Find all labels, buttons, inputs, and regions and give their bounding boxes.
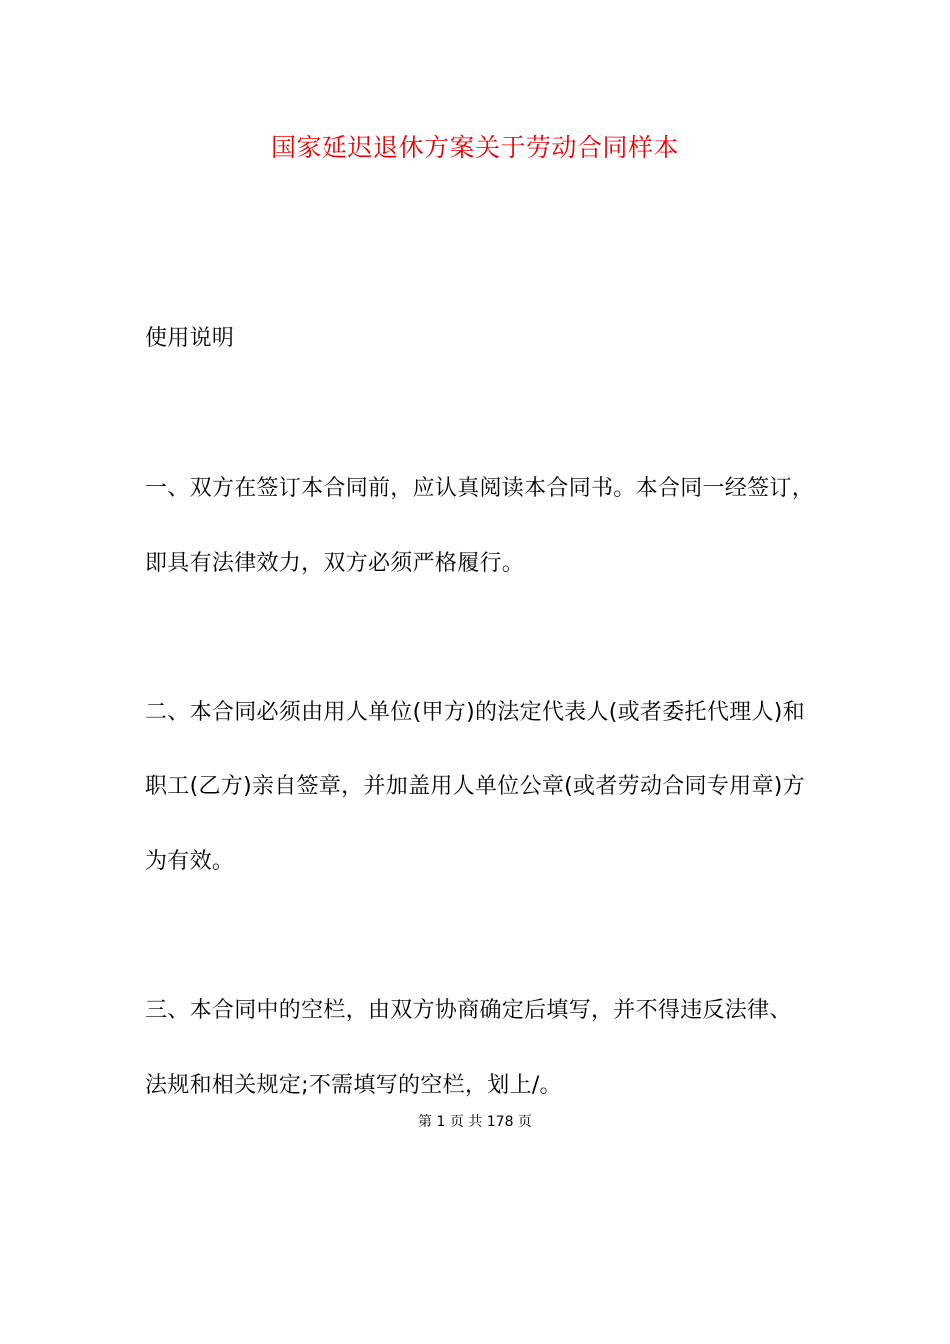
section-heading: 使用说明: [145, 326, 235, 351]
paragraph-1-line-2: 即具有法律效力，双方必须严格履行。: [145, 551, 525, 576]
page-number: 第 1 页 共 178 页: [418, 1114, 532, 1130]
paragraph-3-line-2: 法规和相关规定;不需填写的空栏，划上/。: [145, 1073, 562, 1098]
paragraph-1-line-1: 一、双方在签订本合同前，应认真阅读本合同书。本合同一经签订，: [145, 476, 815, 501]
document-title: 国家延迟退休方案关于劳动合同样本: [270, 133, 679, 162]
paragraph-3-line-1: 三、本合同中的空栏，由双方协商确定后填写，并不得违反法律、: [145, 998, 792, 1023]
paragraph-2-line-2: 职工(乙方)亲自签章，并加盖用人单位公章(或者劳动合同专用章)方: [145, 774, 805, 799]
paragraph-2-line-3: 为有效。: [145, 849, 235, 874]
paragraph-2-line-1: 二、本合同必须由用人单位(甲方)的法定代表人(或者委托代理人)和: [145, 700, 805, 725]
